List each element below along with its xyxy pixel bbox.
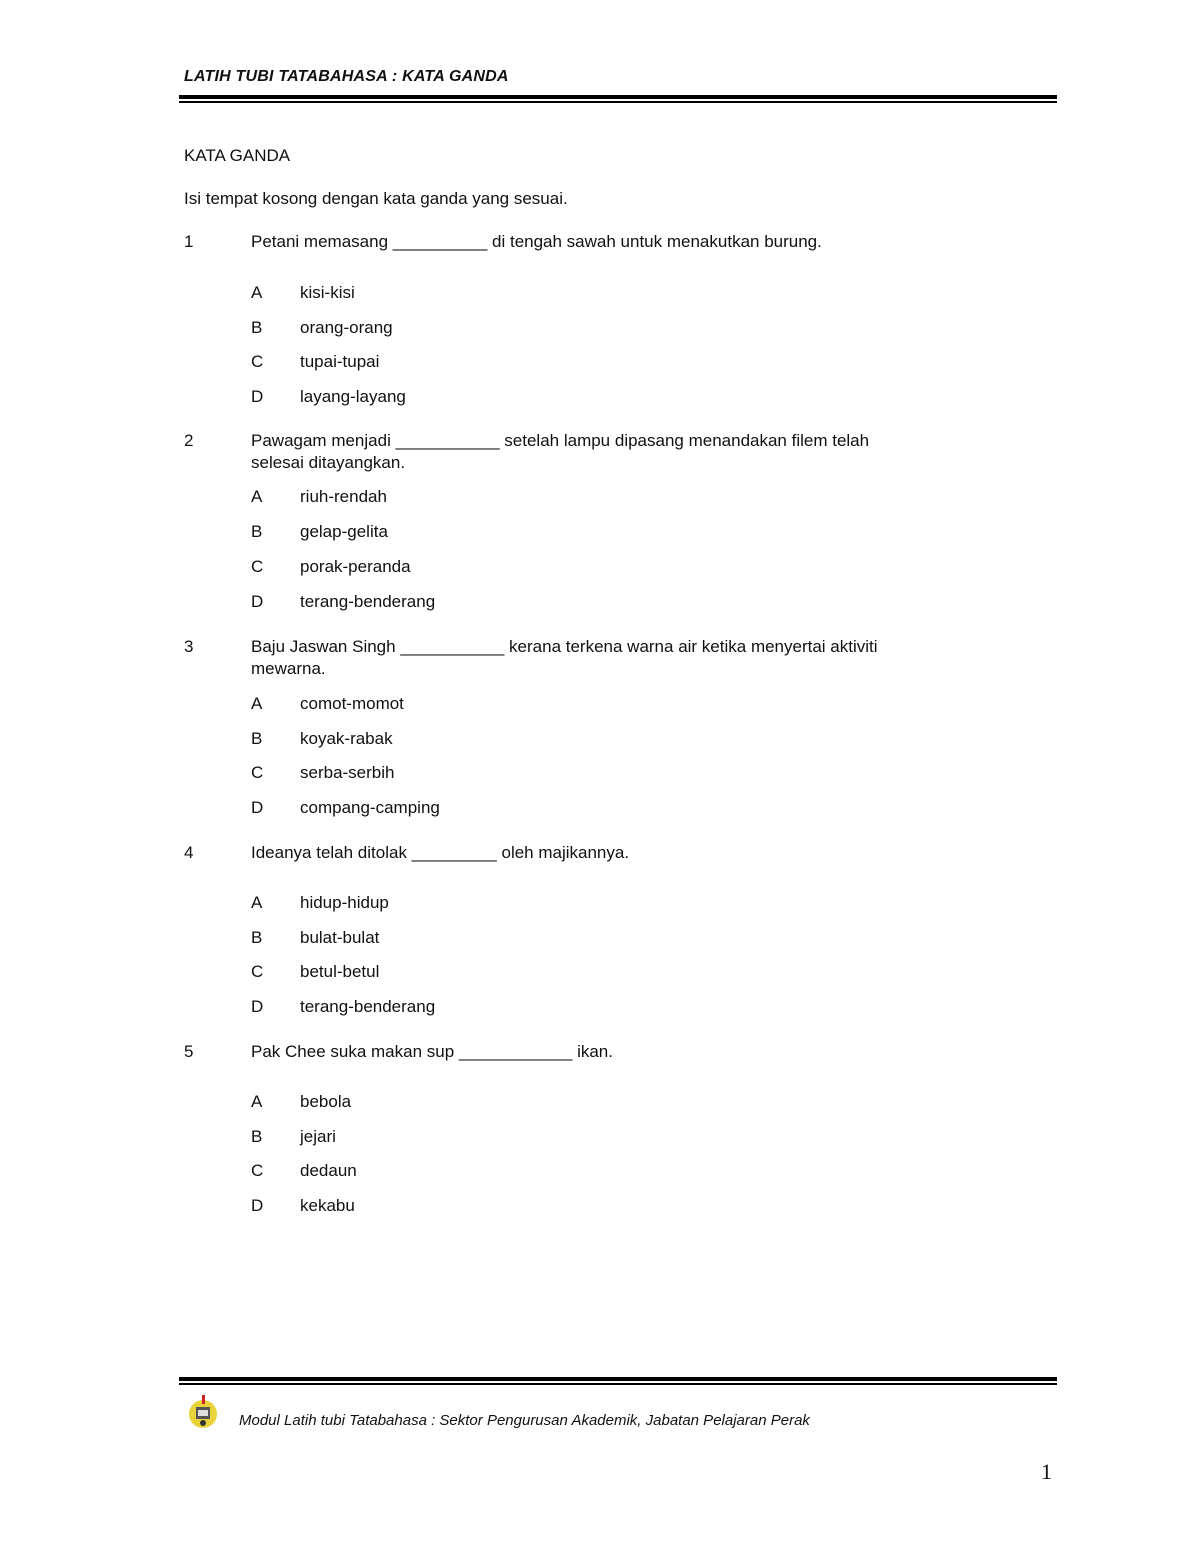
option-text: hidup-hidup [300, 893, 389, 912]
question-text: Baju Jaswan Singh ___________ kerana terkena warna air ketika menyertai aktiviti [251, 637, 878, 656]
question-text: mewarna. [251, 659, 326, 678]
option-letter: B [251, 729, 263, 748]
question-text: Ideanya telah ditolak _________ oleh majikannya. [251, 843, 630, 862]
question-number: 3 [184, 637, 194, 656]
option-letter: D [251, 1196, 264, 1215]
option-text: terang-benderang [300, 592, 436, 611]
question-number: 5 [184, 1042, 194, 1061]
question-number: 4 [184, 843, 194, 862]
option-letter: D [251, 997, 264, 1016]
question-text: Pak Chee suka makan sup ____________ ikan. [251, 1042, 613, 1061]
option-text: dedaun [300, 1161, 357, 1180]
instruction: Isi tempat kosong dengan kata ganda yang sesuai. [184, 189, 568, 208]
option-text: gelap-gelita [300, 522, 388, 541]
option-text: kisi-kisi [300, 283, 355, 302]
question-text: Petani memasang __________ di tengah sawah untuk menakutkan burung. [251, 232, 822, 251]
option-letter: D [251, 387, 264, 406]
footer-text: Modul Latih tubi Tatabahasa : Sektor Pengurusan Akademik, Jabatan Pelajaran Perak [239, 1412, 810, 1429]
option-letter: C [251, 763, 264, 782]
question-number: 2 [184, 431, 194, 450]
header-rule-thin [179, 101, 1057, 103]
option-text: layang-layang [300, 387, 406, 406]
question-text: selesai ditayangkan. [251, 453, 406, 472]
footer-rule-thick [179, 1377, 1057, 1381]
question-number: 1 [184, 232, 194, 251]
option-letter: A [251, 487, 263, 506]
option-text: betul-betul [300, 962, 380, 981]
question-text: Pawagam menjadi ___________ setelah lampu dipasang menandakan filem telah [251, 431, 870, 450]
option-letter: D [251, 592, 264, 611]
state-crest-logo [187, 1393, 219, 1429]
option-text: orang-orang [300, 318, 393, 337]
option-text: comot-momot [300, 694, 404, 713]
option-letter: C [251, 962, 264, 981]
option-letter: B [251, 1127, 263, 1146]
option-letter: C [251, 352, 264, 371]
header-rule-thick [179, 95, 1057, 99]
option-text: jejari [300, 1127, 336, 1146]
option-letter: C [251, 557, 264, 576]
option-text: serba-serbih [300, 763, 395, 782]
header-title: LATIH TUBI TATABAHASA : KATA GANDA [184, 68, 509, 85]
option-text: bulat-bulat [300, 928, 380, 947]
section-title: KATA GANDA [184, 146, 291, 165]
option-text: kekabu [300, 1196, 355, 1215]
option-letter: D [251, 798, 264, 817]
option-letter: A [251, 694, 263, 713]
option-text: porak-peranda [300, 557, 411, 576]
option-letter: A [251, 893, 263, 912]
option-letter: B [251, 318, 263, 337]
option-text: riuh-rendah [300, 487, 387, 506]
option-letter: C [251, 1161, 264, 1180]
option-text: terang-benderang [300, 997, 436, 1016]
option-text: bebola [300, 1092, 352, 1111]
footer-rule-thin [179, 1383, 1057, 1385]
option-text: tupai-tupai [300, 352, 380, 371]
option-text: compang-camping [300, 798, 440, 817]
page-number: 1 [1041, 1459, 1052, 1484]
option-letter: A [251, 283, 263, 302]
option-letter: A [251, 1092, 263, 1111]
option-letter: B [251, 928, 263, 947]
option-letter: B [251, 522, 263, 541]
option-text: koyak-rabak [300, 729, 393, 748]
